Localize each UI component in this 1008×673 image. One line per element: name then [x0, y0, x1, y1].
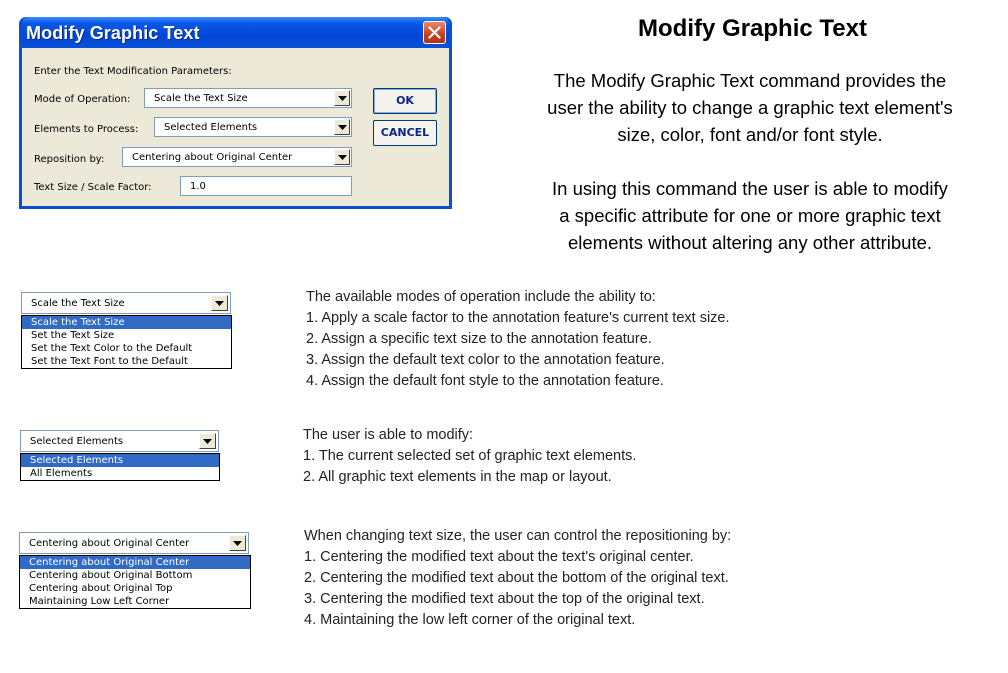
modes-sample-list [21, 315, 232, 369]
intro-line: size, color, font and/or font style. [617, 124, 883, 145]
usage-line: a specific attribute for one or more graphic text [559, 205, 941, 226]
chevron-down-icon [215, 301, 224, 306]
chevron-down-icon [338, 96, 347, 101]
elements-combo-value: Selected Elements [164, 122, 258, 133]
modes-description-line: 4. Assign the default font style to the annotation feature. [306, 373, 664, 389]
modes-description-line: 1. Apply a scale factor to the annotation feature's current text size. [306, 310, 730, 326]
list-item[interactable]: Set the Text Color to the Default [31, 343, 193, 354]
cancel-button[interactable]: CANCEL [373, 120, 437, 146]
list-item[interactable]: Selected Elements [21, 454, 219, 467]
close-button[interactable] [423, 21, 446, 44]
elements-sample-combo[interactable] [20, 430, 219, 452]
elements-dropdown-button[interactable] [334, 119, 350, 135]
list-item[interactable]: Centering about Original Center [20, 556, 250, 569]
chevron-down-icon [233, 541, 242, 546]
ok-button[interactable]: OK [373, 88, 437, 114]
reposition-sample-list [19, 555, 251, 609]
mode-combo[interactable] [144, 88, 352, 108]
elements-sample-dropdown-button[interactable] [199, 433, 216, 449]
dialog-title: Modify Graphic Text [26, 23, 200, 43]
elements-description-line: The user is able to modify: [303, 427, 474, 443]
elements-description-line: 2. All graphic text elements in the map or layout. [303, 469, 612, 485]
page-title: Modify Graphic Text [638, 15, 867, 42]
dialog-body [22, 48, 449, 206]
reposition-description-line: 3. Centering the modified text about the top of the original text. [304, 591, 705, 607]
modes-sample-combo[interactable] [21, 292, 231, 314]
chevron-down-icon [338, 155, 347, 160]
list-item[interactable]: Scale the Text Size [22, 316, 231, 329]
intro-line: The Modify Graphic Text command provides the [553, 70, 947, 91]
list-item[interactable]: Set the Text Font to the Default [31, 356, 188, 367]
list-item[interactable]: All Elements [30, 468, 93, 479]
mode-label: Mode of Operation: [34, 94, 131, 105]
reposition-description-line: 4. Maintaining the low left corner of the original text. [304, 612, 636, 628]
usage-paragraph [505, 175, 995, 256]
modes-sample-dropdown-button[interactable] [211, 295, 228, 311]
reposition-description-line: When changing text size, the user can control the repositioning by: [304, 528, 732, 544]
reposition-sample-dropdown-button[interactable] [229, 535, 246, 551]
modes-sample-value: Scale the Text Size [31, 298, 125, 309]
usage-line: elements without altering any other attribute. [567, 232, 933, 253]
title-bar[interactable] [22, 17, 449, 48]
list-item[interactable]: Centering about Original Bottom [29, 570, 193, 581]
size-input-value: 1.0 [190, 181, 206, 192]
reposition-combo-value: Centering about Original Center [132, 152, 293, 163]
list-item[interactable]: Centering about Original Top [29, 583, 173, 594]
close-icon [428, 26, 441, 39]
mode-combo-value: Scale the Text Size [154, 93, 248, 104]
reposition-description-line: 2. Centering the modified text about the bottom of the original text. [304, 570, 729, 586]
reposition-dropdown-button[interactable] [334, 149, 350, 165]
reposition-sample-combo[interactable] [19, 532, 249, 554]
list-item[interactable]: Maintaining Low Left Corner [29, 596, 170, 607]
modes-description-line: 2. Assign a specific text size to the annotation feature. [306, 331, 652, 347]
instructions-label: Enter the Text Modification Parameters: [34, 66, 232, 77]
intro-line: user the ability to change a graphic text element's [547, 97, 953, 118]
modes-description [306, 287, 730, 392]
chevron-down-icon [203, 439, 212, 444]
usage-line: In using this command the user is able to modify [552, 178, 948, 199]
reposition-description-line: 1. Centering the modified text about the text's original center. [304, 549, 694, 565]
size-input[interactable] [180, 176, 352, 196]
elements-description [303, 425, 636, 488]
chevron-down-icon [338, 125, 347, 130]
size-label: Text Size / Scale Factor: [34, 182, 152, 193]
reposition-sample-value: Centering about Original Center [29, 538, 190, 549]
modify-graphic-text-dialog [19, 17, 452, 209]
elements-label: Elements to Process: [34, 124, 139, 135]
modes-description-line: 3. Assign the default text color to the annotation feature. [306, 352, 665, 368]
elements-combo[interactable] [154, 117, 352, 137]
reposition-label: Reposition by: [34, 154, 105, 165]
mode-dropdown-button[interactable] [334, 90, 350, 106]
modes-description-line: The available modes of operation include the ability to: [306, 289, 656, 305]
elements-sample-value: Selected Elements [30, 436, 124, 447]
reposition-description [304, 526, 731, 631]
list-item[interactable]: Set the Text Size [31, 330, 115, 341]
elements-description-line: 1. The current selected set of graphic text elements. [303, 448, 637, 464]
intro-paragraph [505, 67, 995, 148]
reposition-combo[interactable] [122, 147, 352, 167]
elements-sample-list [20, 453, 220, 481]
